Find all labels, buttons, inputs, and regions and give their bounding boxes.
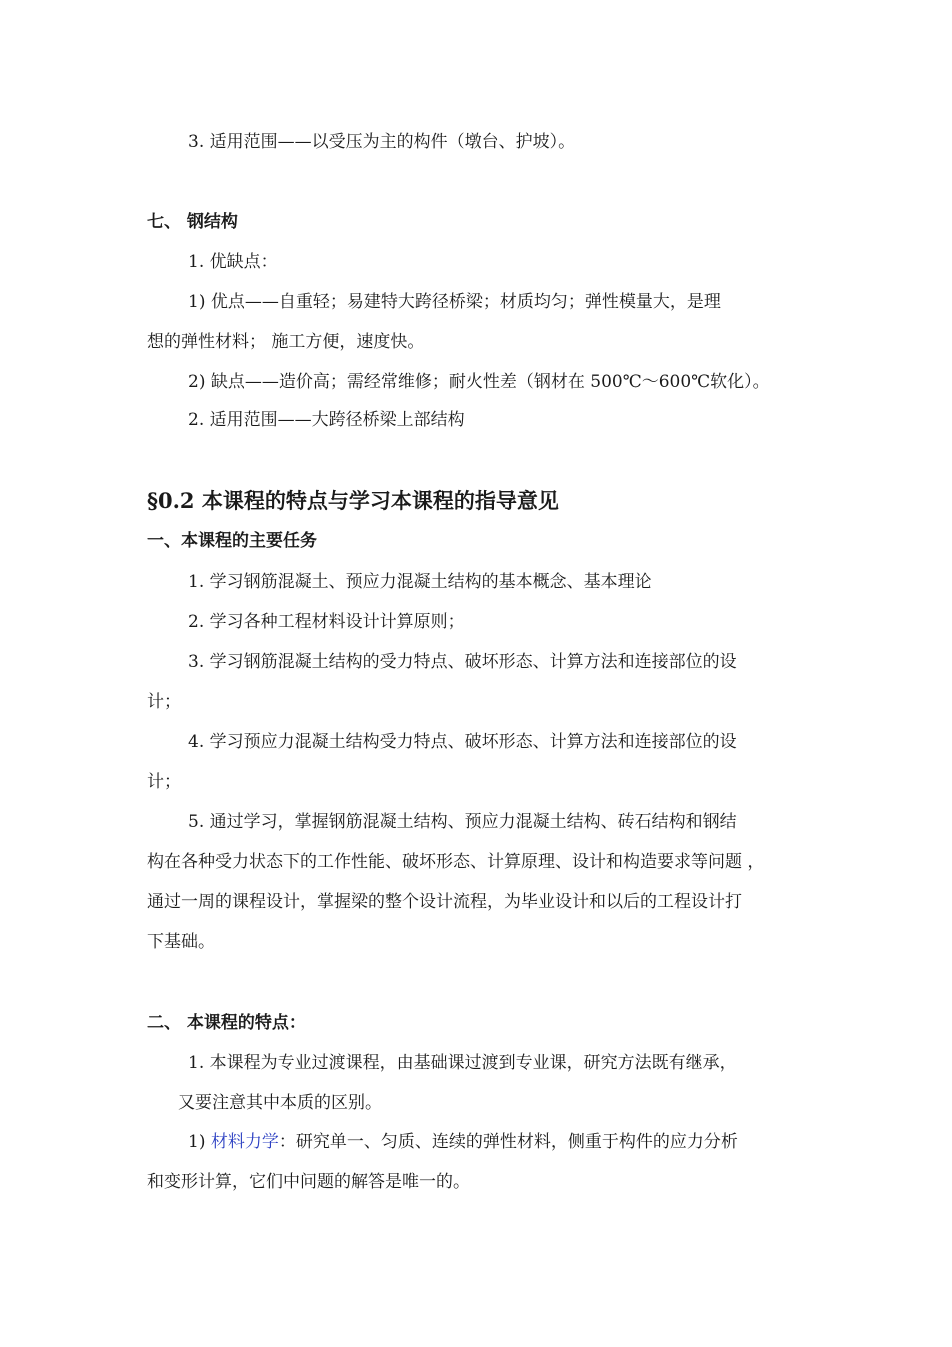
paragraph-line: 1. 本课程为专业过渡课程，由基础课过渡到专业课，研究方法既有继承， — [188, 1053, 737, 1073]
section-title: §0.2 本课程的特点与学习本课程的指导意见 — [147, 488, 559, 513]
paragraph-line: 2. 适用范围——大跨径桥梁上部结构 — [188, 410, 465, 430]
paragraph-line: 4. 学习预应力混凝土结构受力特点、破坏形态、计算方法和连接部位的设 — [188, 732, 737, 752]
paragraph-line: 构在各种受力状态下的工作性能、破坏形态、计算原理、设计和构造要求等问题 ， — [147, 852, 765, 872]
list-marker: 1) — [188, 1132, 211, 1152]
paragraph-text: ：研究单一、匀质、连续的弹性材料，侧重于构件的应力分析 — [278, 1132, 738, 1152]
paragraph-line: 1. 优缺点： — [188, 252, 278, 272]
heading-course-features: 二、 本课程的特点： — [147, 1013, 306, 1033]
paragraph-line: 想的弹性材料； 施工方便，速度快。 — [147, 332, 425, 352]
heading-main-tasks: 一、本课程的主要任务 — [147, 531, 317, 551]
paragraph-line: 2. 学习各种工程材料设计计算原则； — [188, 612, 465, 632]
paragraph-line: 3. 学习钢筋混凝土结构的受力特点、破坏形态、计算方法和连接部位的设 — [188, 652, 737, 672]
paragraph-line: 5. 通过学习，掌握钢筋混凝土结构、预应力混凝土结构、砖石结构和钢结 — [188, 812, 737, 832]
paragraph-line: 计； — [147, 772, 181, 792]
paragraph-line: 又要注意其中本质的区别。 — [178, 1093, 382, 1113]
paragraph-line: 通过一周的课程设计，掌握梁的整个设计流程，为毕业设计和以后的工程设计打 — [147, 892, 742, 912]
paragraph-line: 3. 适用范围——以受压为主的构件（墩台、护坡）。 — [188, 132, 576, 152]
heading-steel-structure: 七、 钢结构 — [147, 212, 238, 232]
paragraph-line: 和变形计算，它们中问题的解答是唯一的。 — [147, 1172, 470, 1192]
paragraph-line — [188, 1131, 738, 1153]
paragraph-line: 1. 学习钢筋混凝土、预应力混凝土结构的基本概念、基本理论 — [188, 572, 652, 592]
paragraph-line: 2) 缺点——造价高；需经常维修；耐火性差（钢材在 500℃～600℃软化）。 — [188, 372, 770, 392]
paragraph-line: 1) 优点——自重轻；易建特大跨径桥梁；材质均匀；弹性模量大，是理 — [188, 292, 721, 312]
paragraph-line: 计； — [147, 692, 181, 712]
materials-mechanics-link[interactable]: 材料力学 — [210, 1132, 279, 1152]
paragraph-line: 下基础。 — [147, 932, 215, 952]
